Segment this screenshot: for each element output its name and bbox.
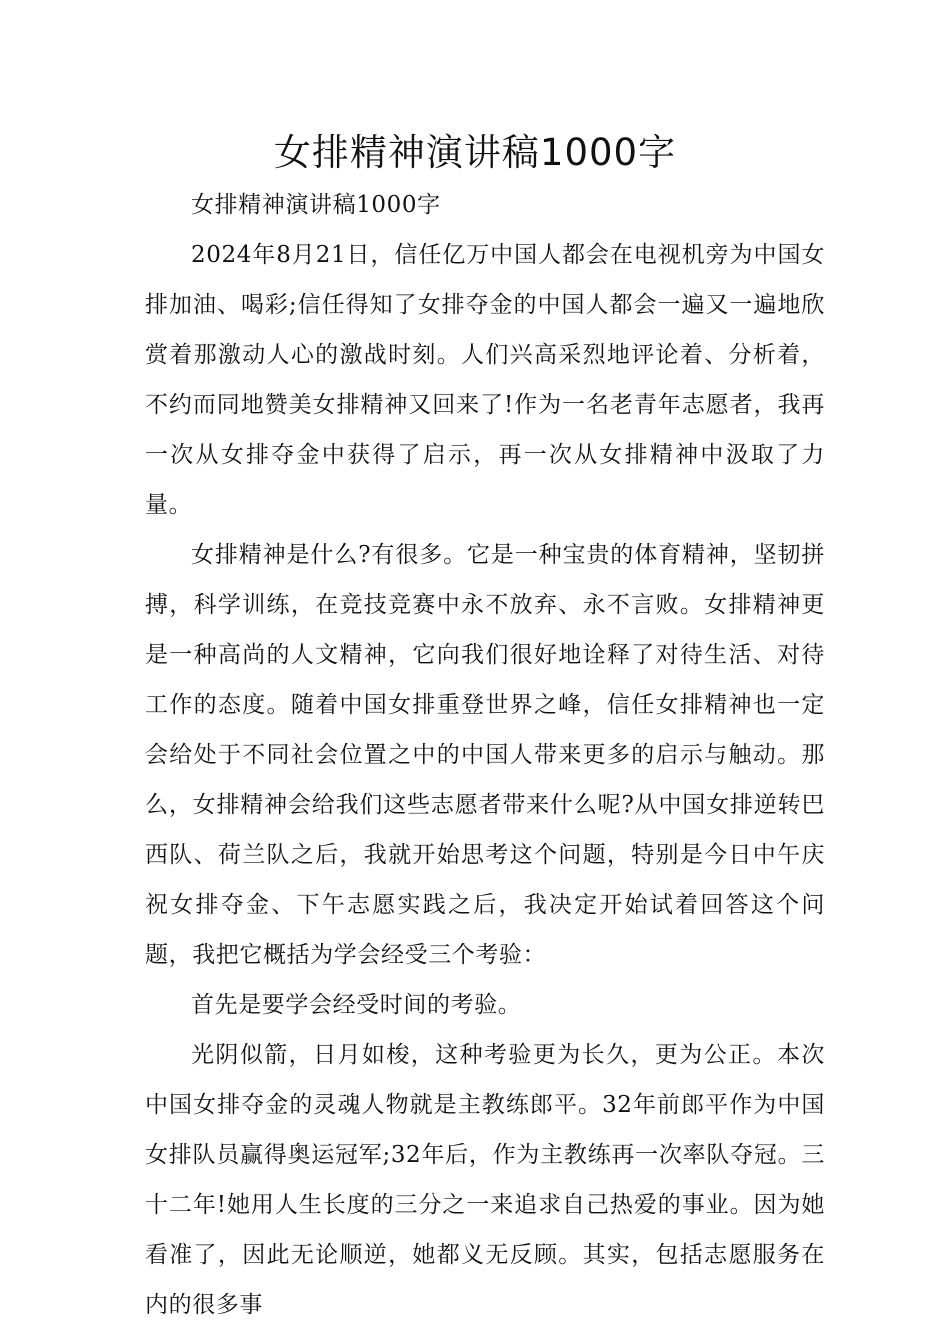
- body-paragraph: 光阴似箭，日月如梭，这种考验更为长久，更为公正。本次中国女排夺金的灵魂人物就是主教练郎平。32年前郎平作为中国女排队员赢得奥运冠军;32年后，作为主教练再一次率队夺冠。三十二年!她用人生长度的三分之一来追求自己热爱的事业。因为她看准了，因此无论顺逆，她都义无反顾。其实，包括志愿服务在内的很多事: [145, 1042, 825, 1318]
- body-paragraph: 女排精神是什么?有很多。它是一种宝贵的体育精神，坚韧拼搏，科学训练，在竞技竞赛中永不放弃、永不言败。女排精神更是一种高尚的人文精神，它向我们很好地诠释了对待生活、对待工作的态度。随着中国女排重登世界之峰，信任女排精神也一定会给处于不同社会位置之中的中国人带来更多的启示与触动。那么，女排精神会给我们这些志愿者带来什么呢?从中国女排逆转巴西队、荷兰队之后，我就开始思考这个问题，特别是今日中午庆祝女排夺金、下午志愿实践之后，我决定开始试着回答这个问题，我把它概括为学会经受三个考验：: [145, 542, 825, 968]
- body-paragraph: 首先是要学会经受时间的考验。: [191, 992, 522, 1018]
- document-body: [145, 180, 825, 1330]
- subtitle-paragraph: 女排精神演讲稿1000字: [191, 192, 441, 218]
- document-title: 女排精神演讲稿1000字: [273, 131, 677, 174]
- body-paragraph: 2024年8月21日，信任亿万中国人都会在电视机旁为中国女排加油、喝彩;信任得知了女排夺金的中国人都会一遍又一遍地欣赏着那激动人心的激战时刻。人们兴高采烈地评论着、分析着，不约而同地赞美女排精神又回来了!作为一名老青年志愿者，我再一次从女排夺金中获得了启示，再一次从女排精神中汲取了力量。: [145, 242, 825, 518]
